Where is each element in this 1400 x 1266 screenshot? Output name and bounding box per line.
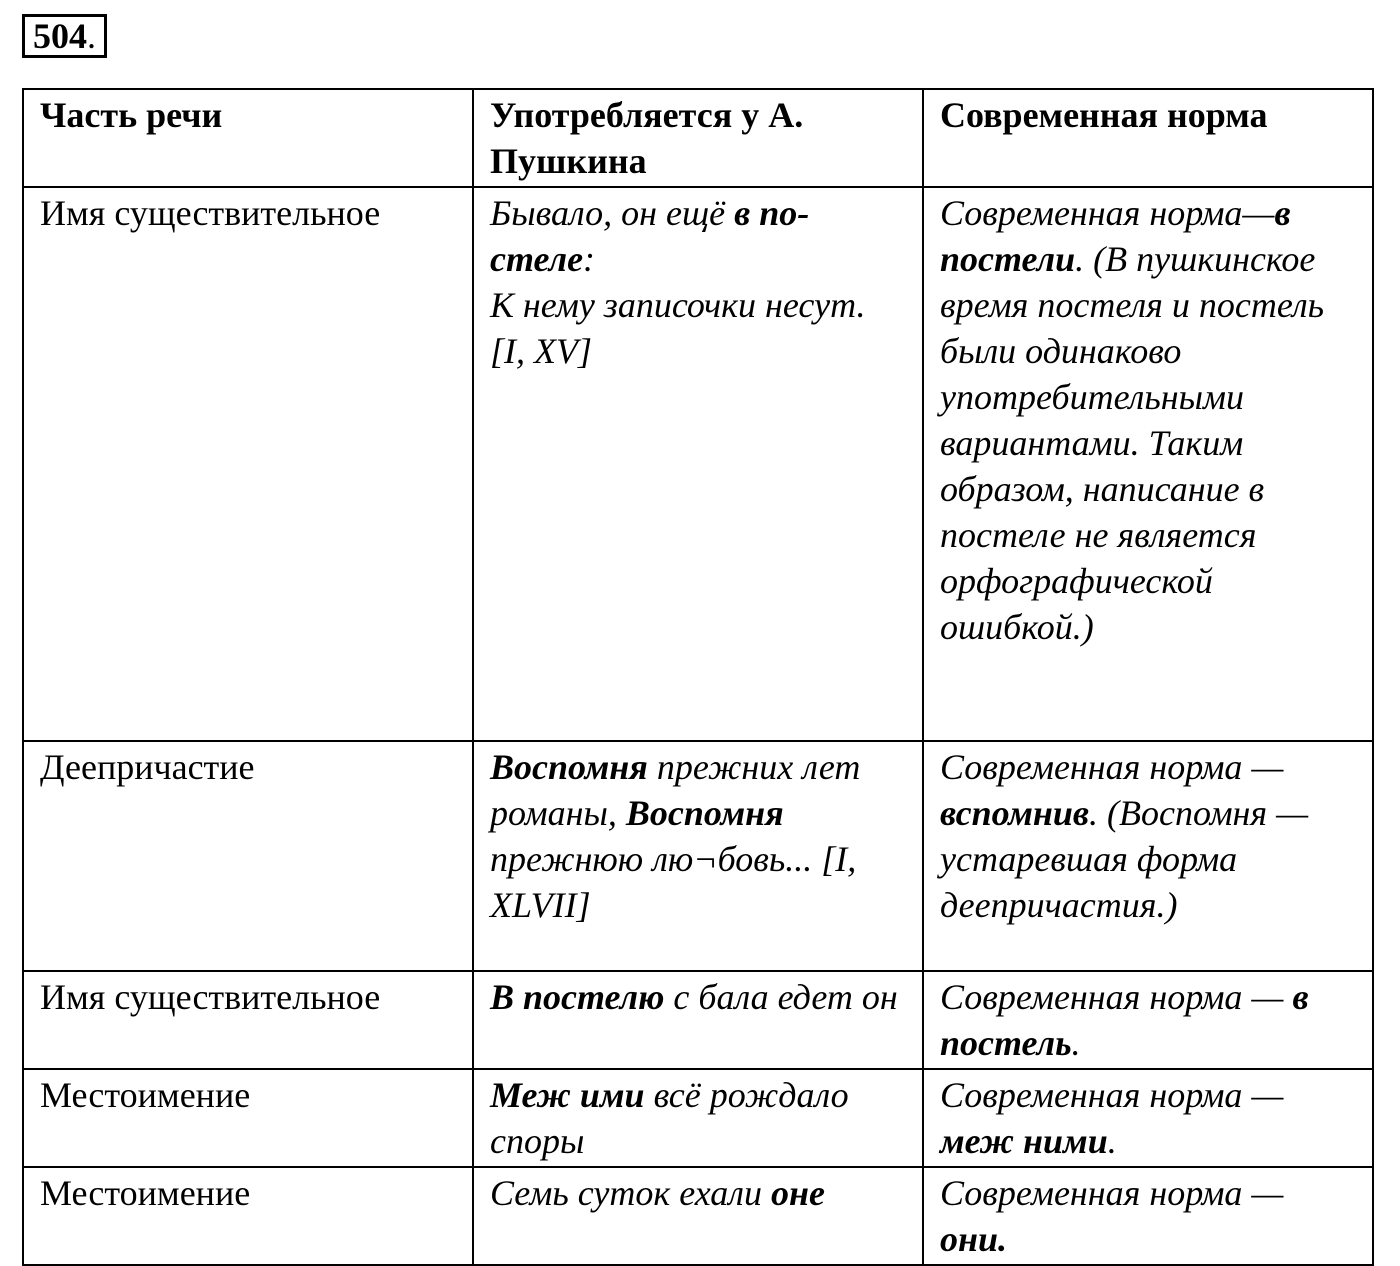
text-fragment: Современная норма —: [940, 977, 1293, 1017]
highlighted-form: Воспомня: [490, 747, 648, 787]
pushkin-usage-cell: [473, 971, 923, 1069]
task-number: [22, 14, 107, 58]
part-of-speech-cell: Местоимение: [23, 1167, 473, 1265]
highlighted-form: в по-стеле: [490, 193, 810, 279]
text-fragment: К нему записочки несут. [I, XV]: [490, 285, 866, 371]
table-row: [23, 1167, 1373, 1265]
modern-norm-cell: [923, 1167, 1373, 1265]
text-fragment: .: [1071, 1023, 1081, 1063]
table-row: [23, 187, 1373, 741]
text-fragment: Бывало, он ещё: [490, 193, 735, 233]
highlighted-form: они.: [940, 1219, 1008, 1259]
highlighted-form: в постель: [940, 977, 1309, 1063]
modern-norm-cell: [923, 971, 1373, 1069]
highlighted-form: Меж ими: [490, 1075, 645, 1115]
pushkin-usage-cell: [473, 741, 923, 971]
table-row: [23, 1069, 1373, 1167]
header-part-of-speech: Часть речи: [23, 89, 473, 187]
text-fragment: Современная норма—: [940, 193, 1275, 233]
modern-norm-cell: [923, 187, 1373, 741]
pushkin-usage-cell: [473, 1069, 923, 1167]
table-row: [23, 741, 1373, 971]
text-fragment: .: [1107, 1121, 1117, 1161]
text-fragment: прежних лет романы,: [490, 747, 861, 833]
part-of-speech-cell: Имя существительное: [23, 187, 473, 741]
table-header-row: [23, 89, 1373, 187]
table-row: [23, 971, 1373, 1069]
highlighted-form: Воспомня: [625, 793, 784, 833]
modern-norm-cell: [923, 1069, 1373, 1167]
part-of-speech-cell: Имя существительное: [23, 971, 473, 1069]
text-fragment: с бала едет он: [664, 977, 898, 1017]
highlighted-form: меж ними: [940, 1121, 1108, 1161]
highlighted-form: в постели: [940, 193, 1291, 279]
text-fragment: Семь суток ехали: [490, 1173, 771, 1213]
text-fragment: :: [583, 239, 596, 279]
header-modern-norm: Современная норма: [923, 89, 1373, 187]
modern-norm-cell: [923, 741, 1373, 971]
text-fragment: . (В пушкинское время постеля и постель были одинаково употребительными вариантами. Таким образом, написание в постеле не является орфографической ошибкой.): [940, 239, 1325, 647]
highlighted-form: оне: [770, 1173, 825, 1213]
highlighted-form: В постелю: [490, 977, 665, 1017]
text-fragment: прежнюю лю¬бовь... [I, XLVII]: [490, 839, 857, 925]
text-fragment: Современная норма —: [940, 1075, 1284, 1115]
part-of-speech-cell: Деепричастие: [23, 741, 473, 971]
text-fragment: . (Воспомня — устаревшая форма деепричастия.): [940, 793, 1309, 925]
task-number-period: .: [87, 16, 96, 56]
text-fragment: всё рождало споры: [490, 1075, 849, 1161]
text-fragment: Современная норма —: [940, 747, 1284, 787]
part-of-speech-cell: Местоимение: [23, 1069, 473, 1167]
header-pushkin-usage: Употребляется у А. Пушкина: [473, 89, 923, 187]
grammar-table: [22, 88, 1374, 1266]
pushkin-usage-cell: [473, 187, 923, 741]
pushkin-usage-cell: [473, 1167, 923, 1265]
task-number-value: 504: [33, 16, 87, 56]
text-fragment: Современная норма —: [940, 1173, 1284, 1213]
highlighted-form: вспомнив: [940, 793, 1089, 833]
